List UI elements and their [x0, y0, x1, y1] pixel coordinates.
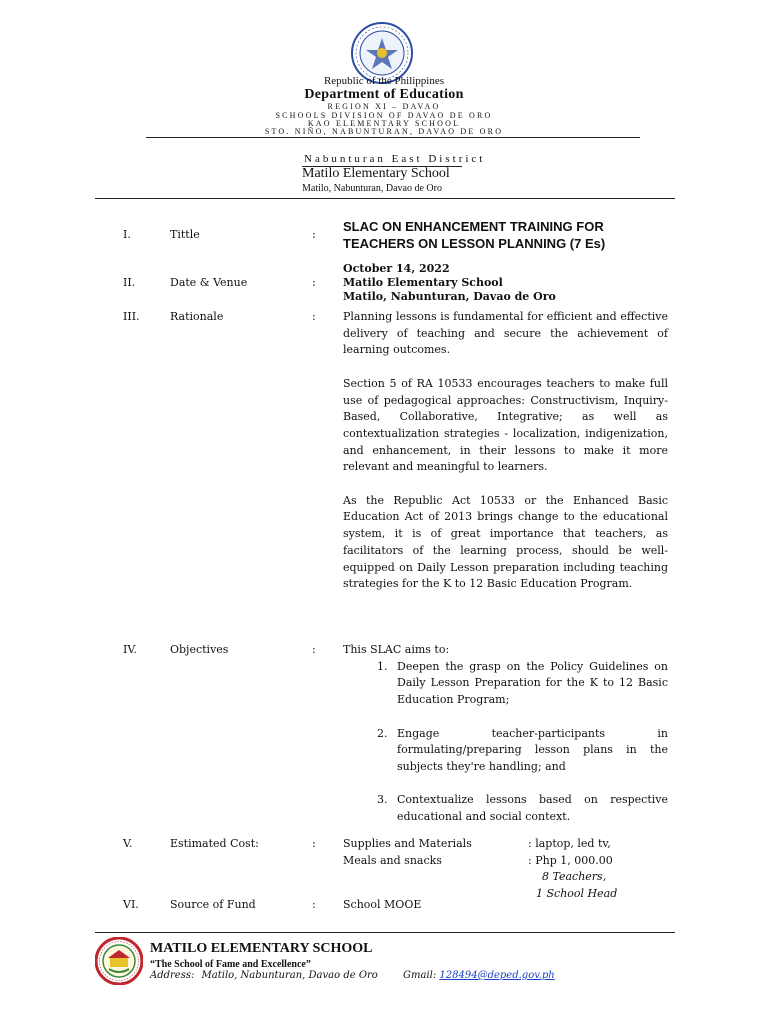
fund-colon: : [312, 898, 316, 911]
objectives-intro: This SLAC aims to: [343, 643, 450, 656]
footer-email-link[interactable]: 128494@deped.gov.ph [439, 970, 555, 981]
footer-address: Matilo, Nabunturan, Davao de Oro [201, 970, 378, 981]
objectives-colon: : [312, 643, 316, 656]
rationale-label: Rationale [170, 310, 224, 323]
date-number: II. [123, 276, 136, 289]
footer-gmail-label: Gmail: [403, 970, 437, 981]
cost-label: Estimated Cost: [170, 837, 259, 850]
footer-school-name: MATILO ELEMENTARY SCHOOL [150, 941, 373, 956]
rationale-colon: : [312, 310, 316, 323]
division-line: SCHOOLS DIVISION OF DAVAO DE ORO [275, 111, 493, 120]
date-value: October 14, 2022 [343, 262, 450, 275]
venue-address: Matilo, Nabunturan, Davao de Oro [343, 290, 556, 303]
cost-value: : laptop, led tv, [528, 837, 611, 850]
body-divider [95, 198, 675, 199]
rationale-number: III. [123, 310, 140, 323]
rationale-paragraph: Planning lessons is fundamental for efficient and effective delivery of teaching and secure the achievement of learning outcomes. [343, 310, 668, 357]
objective-item: 2. Engage teacher-participants in formulating/preparing lesson plans in the subjects they're handling; and [391, 726, 668, 776]
kao-school-line: KAO ELEMENTARY SCHOOL [307, 119, 461, 128]
sto-nino-line: STO. NIÑO, NABUNTURAN, DAVAO DE ORO [264, 127, 504, 136]
fund-value: School MOOE [343, 898, 422, 911]
title-value: SLAC ON ENHANCEMENT TRAINING FOR TEACHERS ON LESSON PLANNING (7 Es) [343, 219, 606, 251]
date-colon: : [312, 276, 316, 289]
rationale-paragraph: As the Republic Act 10533 or the Enhanced Basic Education Act of 2013 brings change to the educational system, it is of great importance that teachers, as facilitators of the learning process, should be well-equipped on Daily Lesson preparation including teaching strategies for the K to 12 Basic Education Program. [343, 493, 668, 591]
objectives-number: IV. [123, 643, 137, 656]
district-name: Nabunturan East District [304, 153, 486, 165]
objectives-label: Objectives [170, 643, 229, 656]
title-number: I. [123, 228, 131, 241]
school-name: Matilo Elementary School [302, 166, 450, 181]
cost-item: Meals and snacks [343, 853, 442, 867]
cost-number: V. [123, 837, 133, 850]
cost-note: 8 Teachers, [542, 870, 607, 884]
school-logo-icon [95, 937, 143, 985]
republic-line: Republic of the Philippines [323, 75, 445, 87]
cost-value: : Php 1, 000.00 [528, 853, 613, 867]
title-colon: : [312, 228, 316, 241]
objectives-list [343, 659, 668, 826]
objective-item: 3. Contextualize lessons based on respective educational and social context. [391, 792, 668, 825]
school-address: Matilo, Nabunturan, Davao de Oro [302, 183, 442, 194]
footer-motto: “The School of Fame and Excellence” [150, 959, 311, 970]
title-label: Tittle [170, 228, 200, 241]
objective-item: 1. Deepen the grasp on the Policy Guidelines on Daily Lesson Preparation for the K to 12 Basic Education Program; [391, 659, 668, 709]
footer-contact [150, 970, 555, 981]
cost-table [343, 836, 668, 903]
cost-colon: : [312, 837, 316, 850]
footer-address-label: Address: [150, 970, 195, 981]
rationale-body [343, 309, 668, 610]
objectives-body [343, 642, 668, 842]
rationale-paragraph: Section 5 of RA 10533 encourages teachers to make full use of pedagogical approaches: Constructivism, Inquiry-Based, Collaborative, Integrative; as well as contextualization strategies - localization, indigenization, and enhancement, in their lessons to make it more relevant and meaningful to learners. [343, 376, 668, 474]
footer-divider [95, 932, 675, 933]
fund-label: Source of Fund [170, 898, 256, 911]
cost-item: Supplies and Materials [343, 837, 472, 850]
header-divider [146, 137, 640, 138]
cost-note: 1 School Head [536, 887, 618, 901]
department-line: Department of Education [304, 87, 464, 102]
fund-number: VI. [123, 898, 139, 911]
venue-school: Matilo Elementary School [343, 276, 503, 289]
region-line: REGION XI – DAVAO [327, 102, 441, 111]
date-label: Date & Venue [170, 276, 248, 289]
